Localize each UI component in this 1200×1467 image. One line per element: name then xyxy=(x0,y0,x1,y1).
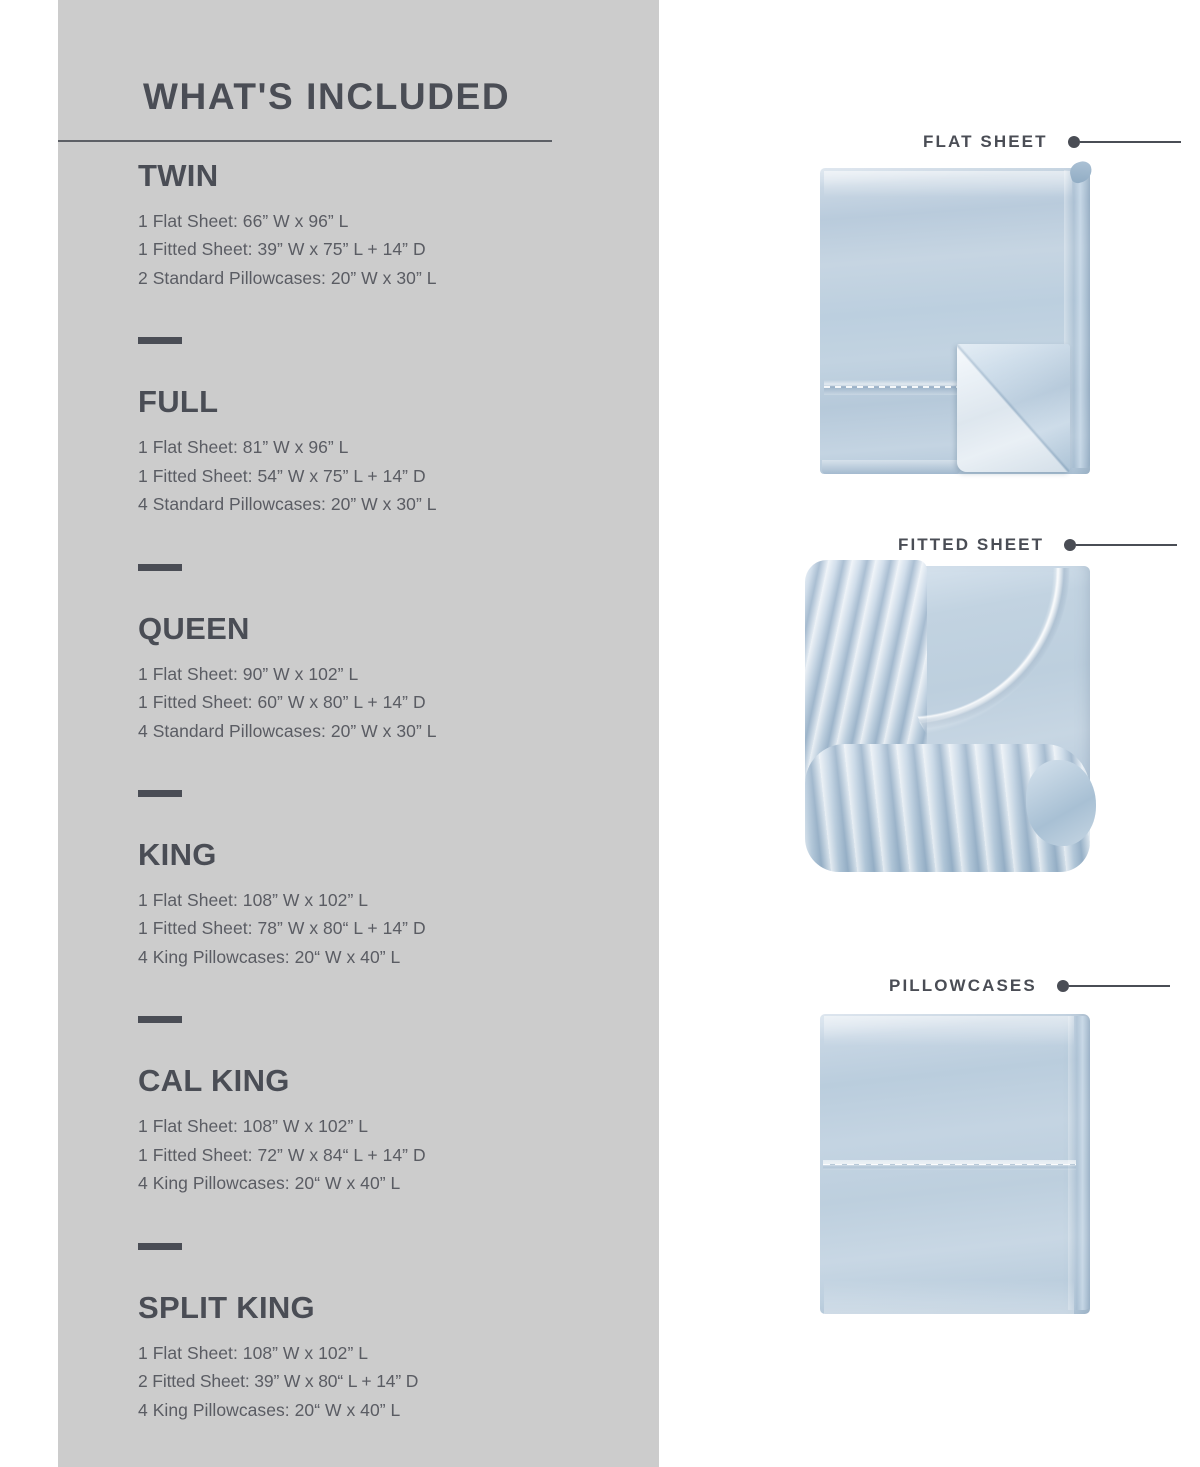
callout-label: PILLOWCASES xyxy=(889,976,1037,995)
size-block-queen xyxy=(138,610,638,745)
size-sections-list xyxy=(138,160,638,1424)
size-block-split-king xyxy=(138,1289,638,1424)
spec-line: 1 Flat Sheet: 81” W x 96” L xyxy=(138,437,349,458)
size-heading: CAL KING xyxy=(138,1063,290,1099)
spec-line: 2 Fitted Sheet: 39” W x 80“ L + 14” D xyxy=(138,1371,419,1392)
leader-dot-icon xyxy=(1057,980,1069,992)
flat-sheet-flap-tip xyxy=(1068,159,1095,184)
size-heading: KING xyxy=(138,837,217,873)
size-block-full xyxy=(138,386,638,518)
page-title: WHAT'S INCLUDED xyxy=(143,76,511,117)
size-block-cal-king xyxy=(138,1065,638,1197)
size-spec-lines xyxy=(138,660,638,746)
flat-sheet-top-sheen xyxy=(824,171,1072,197)
spec-line: 1 Fitted Sheet: 78” W x 80“ L + 14” D xyxy=(138,918,426,939)
flat-sheet-corner-flap xyxy=(957,344,1070,472)
spec-line: 1 Flat Sheet: 108” W x 102” L xyxy=(138,889,369,910)
spec-line: 1 Flat Sheet: 90” W x 102” L xyxy=(138,663,359,684)
flat-sheet-image xyxy=(820,168,1090,474)
spec-line: 1 Fitted Sheet: 60” W x 80” L + 14” D xyxy=(138,692,426,713)
fitted-sheet-image xyxy=(805,560,1090,872)
size-spec-lines xyxy=(138,433,638,519)
spec-line: 1 Flat Sheet: 108” W x 102” L xyxy=(138,1116,369,1137)
size-spec-lines xyxy=(138,207,638,293)
title-divider xyxy=(58,140,552,142)
whats-included-panel xyxy=(58,0,659,1467)
size-spec-lines xyxy=(138,1112,638,1198)
section-divider-dash xyxy=(138,1016,182,1023)
leader-dot-icon xyxy=(1064,539,1076,551)
spec-line: 1 Flat Sheet: 66” W x 96” L xyxy=(138,210,349,231)
spec-line: 2 Standard Pillowcases: 20” W x 30” L xyxy=(138,267,437,288)
section-divider-dash xyxy=(138,337,182,344)
section-divider-dash xyxy=(138,1243,182,1250)
spec-line: 4 King Pillowcases: 20“ W x 40” L xyxy=(138,946,401,967)
spec-line: 1 Fitted Sheet: 39” W x 75” L + 14” D xyxy=(138,239,426,260)
callout-label: FLAT SHEET xyxy=(923,132,1048,151)
callout-flat-sheet xyxy=(923,132,1181,152)
spec-line: 1 Fitted Sheet: 72” W x 84“ L + 14” D xyxy=(138,1144,426,1165)
size-block-twin xyxy=(138,160,638,292)
spec-line: 4 King Pillowcases: 20“ W x 40” L xyxy=(138,1399,401,1420)
leader-line xyxy=(1069,985,1170,987)
spec-line: 1 Fitted Sheet: 54” W x 75” L + 14” D xyxy=(138,465,426,486)
spec-line: 4 Standard Pillowcases: 20” W x 30” L xyxy=(138,720,437,741)
pillowcases-image xyxy=(820,1014,1090,1314)
size-heading: SPLIT KING xyxy=(138,1289,315,1325)
spec-line: 4 Standard Pillowcases: 20” W x 30” L xyxy=(138,494,437,515)
callout-label: FITTED SHEET xyxy=(898,535,1045,554)
section-divider-dash xyxy=(138,564,182,571)
size-heading: FULL xyxy=(138,384,219,420)
pillowcases-top-sheen xyxy=(824,1016,1074,1046)
spec-line: 1 Flat Sheet: 108” W x 102” L xyxy=(138,1342,369,1363)
leader-dot-icon xyxy=(1068,136,1080,148)
size-heading: TWIN xyxy=(138,158,219,193)
pillowcases-seam-stitch xyxy=(823,1160,1076,1170)
size-block-king xyxy=(138,839,638,971)
flat-sheet-stacked-folds xyxy=(822,460,960,474)
callout-fitted-sheet xyxy=(898,535,1177,555)
callout-pillowcases xyxy=(889,976,1170,996)
leader-line xyxy=(1080,141,1181,143)
flat-sheet-flap-crease xyxy=(957,344,1070,472)
size-heading: QUEEN xyxy=(138,610,250,646)
pillowcases-bottom-sheen xyxy=(824,1280,1074,1314)
size-spec-lines xyxy=(138,886,638,972)
spec-line: 4 King Pillowcases: 20“ W x 40” L xyxy=(138,1173,401,1194)
size-spec-lines xyxy=(138,1339,638,1425)
section-divider-dash xyxy=(138,790,182,797)
leader-line xyxy=(1076,544,1177,546)
